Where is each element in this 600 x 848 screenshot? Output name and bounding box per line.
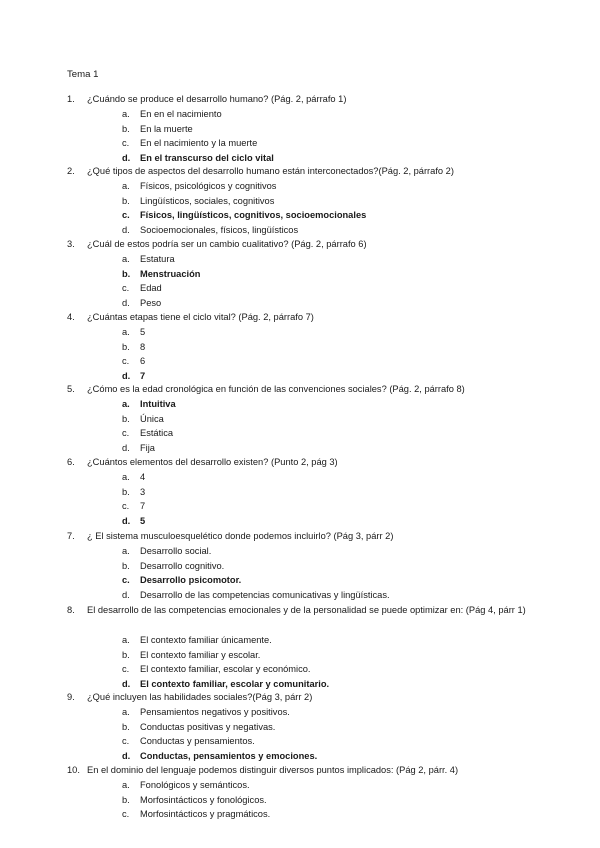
answer-option [122, 194, 274, 209]
question-number: 3. [67, 239, 75, 249]
option-letter: c. [122, 283, 130, 294]
option-text: Físicos, psicológicos y cognitivos [140, 181, 277, 191]
option-letter: b. [122, 341, 130, 352]
option-text: En el transcurso del ciclo vital [140, 152, 274, 163]
answer-option [122, 397, 176, 412]
option-text: Estática [140, 428, 174, 439]
answer-option [122, 499, 145, 514]
question-text: ¿Qué tipos de aspectos del desarrollo humano están interconectados?(Pág. 2, párrafo 2) [87, 166, 454, 176]
option-letter: c. [122, 501, 130, 512]
option-letter: c. [122, 356, 130, 367]
option-letter: a. [122, 181, 130, 191]
option-text: Pensamientos negativos y positivos. [140, 707, 290, 717]
question-text: ¿Cuándo se produce el desarrollo humano? (Pág. 2, párrafo 1) [87, 94, 347, 104]
option-text: 3 [140, 486, 146, 497]
option-letter: d. [122, 442, 130, 453]
option-letter: a. [122, 254, 130, 264]
option-text: Lingüísticos, sociales, cognitivos [140, 195, 275, 206]
answer-option [122, 662, 311, 677]
question-2 [67, 164, 537, 179]
option-text: 4 [140, 472, 146, 482]
option-letter: b. [122, 268, 131, 279]
answer-option [122, 107, 222, 122]
option-letter: c. [122, 664, 130, 675]
answer-option [122, 720, 275, 735]
question-number: 1. [67, 94, 75, 104]
option-letter: d. [122, 589, 130, 600]
option-letter: c. [122, 138, 130, 149]
option-text: Estatura [140, 254, 175, 264]
question-number: 10. [67, 765, 80, 775]
option-text: 5 [140, 327, 146, 337]
answer-option [122, 793, 267, 808]
answer-option [122, 354, 145, 369]
option-letter: d. [122, 152, 131, 163]
option-letter: a. [122, 327, 130, 337]
question-8 [67, 603, 537, 618]
question-text: ¿Cuántas etapas tiene el ciclo vital? (Pág. 2, párrafo 7) [87, 312, 314, 322]
answer-option [122, 470, 145, 485]
answer-option [122, 179, 276, 194]
option-letter: b. [122, 560, 130, 571]
answer-option [122, 412, 164, 427]
answer-option [122, 588, 390, 603]
question-number: 9. [67, 692, 75, 702]
option-text: Físicos, lingüísticos, cognitivos, socioemocionales [140, 210, 367, 221]
option-letter: a. [122, 546, 130, 556]
question-number: 2. [67, 166, 75, 176]
answer-option [122, 514, 145, 529]
option-letter: d. [122, 678, 131, 689]
question-text: ¿Cuántos elementos del desarrollo existen? (Punto 2, pág 3) [87, 457, 338, 467]
answer-option [122, 208, 366, 223]
answer-option [122, 441, 155, 456]
option-letter: a. [122, 109, 130, 119]
option-letter: a. [122, 635, 130, 645]
option-text: Desarrollo de las competencias comunicativas y lingüísticas. [140, 589, 390, 600]
option-letter: c. [122, 210, 130, 221]
question-number: 7. [67, 531, 75, 541]
answer-option [122, 807, 270, 822]
option-text: Fonológicos y semánticos. [140, 780, 250, 790]
option-letter: d. [122, 224, 130, 235]
option-text: Intuitiva [140, 399, 176, 409]
question-text: ¿Cómo es la edad cronológica en función de las convenciones sociales? (Pág. 2, párrafo 8) [87, 384, 465, 394]
answer-option [122, 749, 317, 764]
option-text: El contexto familiar y escolar. [140, 649, 261, 660]
option-text: En en el nacimiento [140, 109, 222, 119]
question-number: 5. [67, 384, 75, 394]
answer-option [122, 485, 145, 500]
option-letter: b. [122, 486, 130, 497]
question-1 [67, 92, 537, 107]
answer-option [122, 734, 255, 749]
answer-option [122, 573, 241, 588]
option-text: El contexto familiar únicamente. [140, 635, 272, 645]
option-text: Conductas, pensamientos y emociones. [140, 750, 318, 761]
document-title: Tema 1 [67, 69, 99, 80]
answer-option [122, 426, 173, 441]
option-letter: a. [122, 780, 130, 790]
answer-option [122, 544, 211, 559]
question-text: ¿Qué incluyen las habilidades sociales?(Pág 3, párr 2) [87, 692, 313, 702]
option-letter: c. [122, 809, 130, 820]
option-letter: c. [122, 575, 130, 586]
option-text: Conductas y pensamientos. [140, 736, 255, 747]
option-text: Fija [140, 442, 155, 453]
option-letter: d. [122, 370, 131, 381]
question-10 [67, 763, 537, 778]
question-4 [67, 310, 537, 325]
option-letter: a. [122, 399, 130, 409]
option-text: 7 [140, 501, 146, 512]
option-letter: d. [122, 297, 130, 308]
option-letter: b. [122, 123, 130, 134]
option-text: 7 [140, 370, 146, 381]
answer-option [122, 122, 193, 137]
question-6 [67, 455, 537, 470]
question-3 [67, 237, 537, 252]
option-letter: b. [122, 794, 130, 805]
option-letter: d. [122, 750, 131, 761]
option-letter: b. [122, 195, 130, 206]
option-letter: d. [122, 515, 131, 526]
question-text: En el dominio del lenguaje podemos distinguir diversos puntos implicados: (Pág 2, párr. 4) [87, 765, 459, 775]
option-text: Desarrollo cognitivo. [140, 560, 225, 571]
question-number: 4. [67, 312, 75, 322]
option-letter: c. [122, 428, 130, 439]
option-text: Desarrollo social. [140, 546, 212, 556]
answer-option [122, 296, 161, 311]
question-text: ¿ El sistema musculoesquelético donde podemos incluirlo? (Pág 3, párr 2) [87, 531, 394, 541]
answer-option [122, 281, 162, 296]
question-9 [67, 690, 537, 705]
option-text: En el nacimiento y la muerte [140, 138, 258, 149]
question-5 [67, 382, 537, 397]
answer-option [122, 223, 298, 238]
option-letter: b. [122, 649, 130, 660]
option-text: Morfosintácticos y pragmáticos. [140, 809, 271, 820]
option-text: Socioemocionales, físicos, lingüísticos [140, 224, 299, 235]
option-text: En la muerte [140, 123, 193, 134]
option-text: Conductas positivas y negativas. [140, 721, 276, 732]
option-letter: b. [122, 721, 130, 732]
question-7 [67, 529, 537, 544]
answer-option [122, 559, 224, 574]
option-text: Menstruación [140, 268, 201, 279]
option-text: Morfosintácticos y fonológicos. [140, 794, 267, 805]
option-text: El contexto familiar, escolar y económico. [140, 664, 311, 675]
option-text: Desarrollo psicomotor. [140, 575, 242, 586]
answer-option [122, 325, 145, 340]
answer-option [122, 705, 290, 720]
question-number: 8. [67, 605, 75, 615]
option-text: Única [140, 413, 164, 424]
answer-option [122, 340, 145, 355]
question-number: 6. [67, 457, 75, 467]
answer-option [122, 648, 260, 663]
option-letter: a. [122, 707, 130, 717]
answer-option [122, 633, 272, 648]
option-text: El contexto familiar, escolar y comunitario. [140, 678, 330, 689]
answer-option [122, 136, 257, 151]
option-letter: b. [122, 413, 130, 424]
option-text: Peso [140, 297, 162, 308]
option-letter: c. [122, 736, 130, 747]
answer-option [122, 252, 175, 267]
answer-option [122, 778, 250, 793]
question-text: El desarrollo de las competencias emocionales y de la personalidad se puede optimizar en: (Pág 4, párr 1) [87, 605, 526, 615]
option-text: Edad [140, 283, 162, 294]
option-text: 5 [140, 515, 146, 526]
option-text: 8 [140, 341, 146, 352]
option-text: 6 [140, 356, 146, 367]
answer-option [122, 267, 200, 282]
option-letter: a. [122, 472, 130, 482]
question-text: ¿Cuál de estos podría ser un cambio cualitativo? (Pág. 2, párrafo 6) [87, 239, 367, 249]
